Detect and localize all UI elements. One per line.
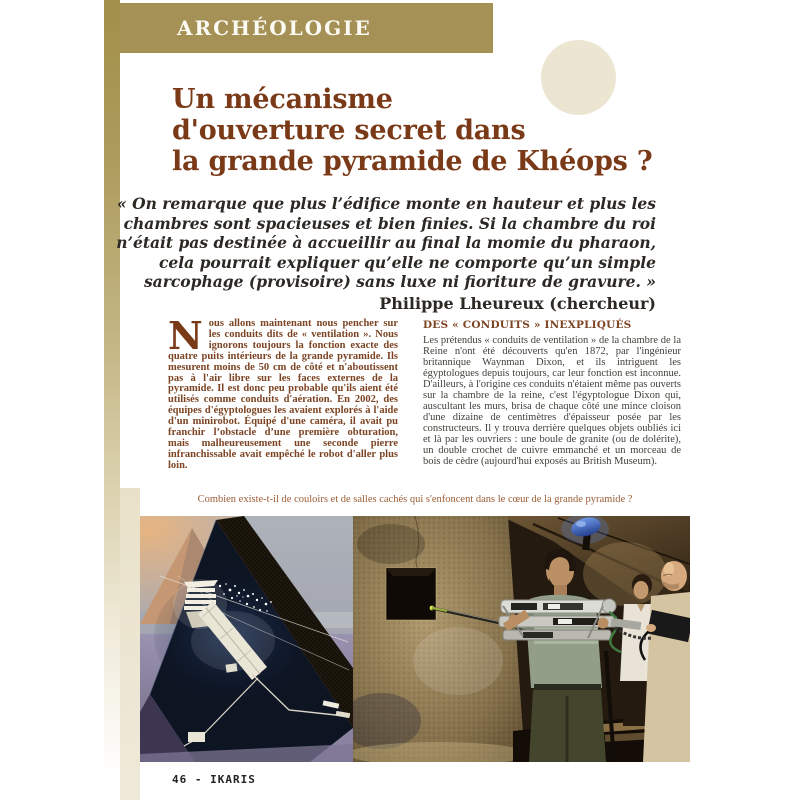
article-text-right: Les prétendus « conduits de ventilation » de la chambre de la Reine n'ont été découverts qu'en 1872, par l'ingénieur britannique Waynman Dixon, et ils intriguent les égyptologues depuis toujours, car leur fonction est inconnue. D'ailleurs, à l'origine ces conduits n'étaient même pas ouverts sur la chambre de la reine, c'est l'égyptologue Dixon qui, auscultant les murs, brisa de chaque côté une mince cloison d'une dizaine de centimètres d'épaisseur posée par les constructeurs. Il y trouva derrière quelques objets oubliés ici et là par les ouvriers : une boule de granite (ou de dolérite), un double crochet de cuivre emmanché et un morceau de bois de cèdre (aujourd'hui exposés au British Museum). — [423, 335, 681, 467]
page-title-line: Un mécanisme — [172, 84, 393, 115]
bald-man-hand — [646, 624, 656, 632]
wall-dark-patch — [357, 524, 425, 564]
article-columns — [168, 313, 681, 472]
section-banner — [120, 3, 493, 53]
article-column-right — [423, 319, 681, 472]
left-pale-band — [120, 488, 140, 800]
pull-quote-attribution: Philippe Lheureux (chercheur) — [379, 293, 656, 313]
page-title — [172, 84, 652, 177]
rig-end-cap — [602, 599, 616, 613]
pyramid-cutaway-model-photo — [140, 516, 353, 762]
pull-quote-line: « On remarque que plus l’édifice monte en hauteur et plus les — [117, 194, 656, 213]
page-title-line: la grande pyramide de Khéops ? — [172, 146, 653, 177]
article-text-left: ous allons maintenant nous pencher sur les conduits dits de « ventilation ». Nous ignorons toujours la fonction exacte des quatre puits intérieurs de la grande pyramide. Ils mesurent moins de 50 cm de côté et n'aboutissent pas à l'air libre sur les faces externes de la pyramide. Il est donc peu probable qu'ils aient été utilisés comme conduits d'aération. En 2002, des équipes d'égyptologues les avaient explorés à l'aide d'un minirobot. Équipé d'une caméra, il avait pu franchir l’obstacle d’une première obturation, mais malheureusement une seconde pierre infranchissable avait empêché le robot d'aller plus loin. — [168, 318, 398, 471]
researcher-right-hand — [598, 618, 609, 629]
photos-caption: Combien existe-t-il de couloirs et de salles cachés qui s'enfoncent dans le cœur de la grande pyramide ? — [197, 494, 633, 505]
pyramid-cutaway-illustration — [140, 516, 353, 762]
article-subheading: DES « CONDUITS » INEXPLIQUÉS — [423, 319, 632, 331]
drop-cap: N — [168, 313, 203, 358]
robot-exploration-photo — [353, 516, 690, 762]
woman-face — [634, 581, 649, 599]
pull-quote-line: cela pourrait expliquer qu’elle ne comporte qu’un simple — [158, 252, 656, 272]
robot-exploration-illustration — [353, 516, 690, 762]
article-paragraph — [168, 313, 398, 472]
subterranean-chamber — [188, 732, 205, 742]
researcher-belt — [534, 684, 601, 690]
lamp-highlight — [576, 521, 586, 527]
page-title-line: d'ouverture secret dans — [172, 115, 526, 146]
pull-quote — [116, 194, 656, 314]
rig-slot-4 — [523, 632, 553, 638]
queens-chamber — [225, 663, 237, 672]
article-column-left — [168, 313, 398, 472]
section-banner-label: ARCHÉOLOGIE — [177, 16, 372, 40]
page-footer: 46 - IKARIS — [172, 773, 256, 786]
pull-quote-line: chambres sont spacieuses et bien finies. Si la chambre du roi — [123, 213, 656, 233]
shaft-niche — [386, 568, 436, 620]
rig-label-2 — [558, 619, 572, 624]
pull-quote-line: n’était pas destinée à accueillir au final la momie du pharaon, — [116, 233, 656, 253]
wall-light-patch — [413, 627, 503, 695]
rig-slot-1 — [511, 603, 537, 610]
rig-label — [548, 604, 560, 609]
pull-quote-line: sarcophage (provisoire) sans luxe ni fioriture de gravure. » — [143, 272, 656, 292]
left-gradient-band — [104, 0, 120, 780]
researcher-neck — [554, 585, 567, 595]
